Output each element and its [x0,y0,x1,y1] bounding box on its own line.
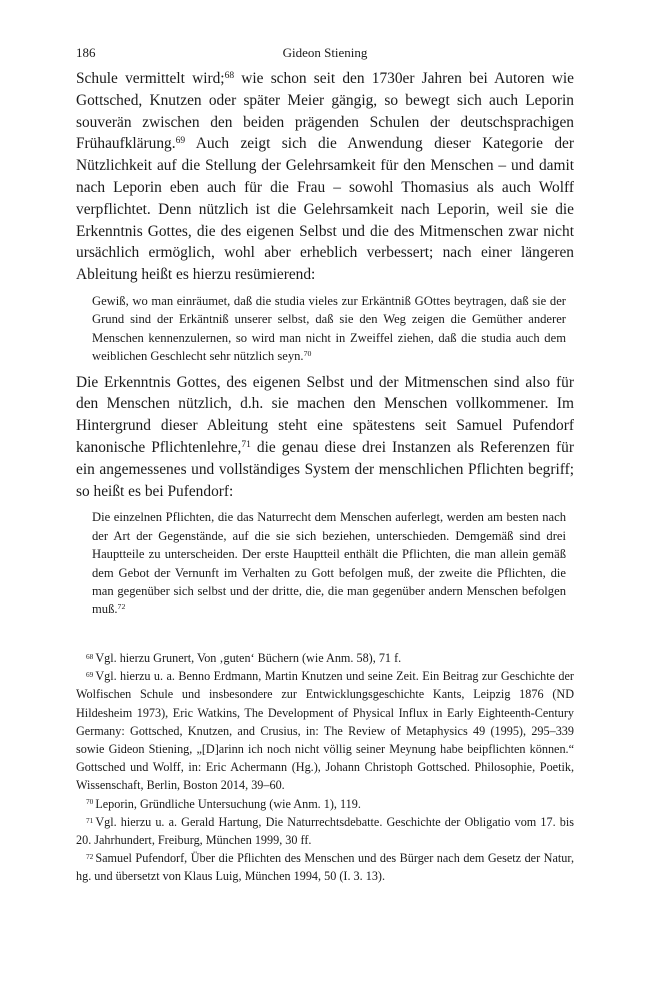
footnote-ref-72[interactable]: 72 [117,602,126,612]
footnote-ref-69[interactable]: 69 [175,135,186,147]
footnote-ref-68[interactable]: 68 [224,70,235,82]
footnote-68 [76,649,574,667]
footnote-number: 68 [86,651,94,661]
block-quote-2 [76,508,574,618]
footnote-72 [76,849,574,885]
footnote-text: Leporin, Gründliche Untersuchung (wie Anm. 1), 119. [95,796,361,811]
footnote-text: Vgl. hierzu Grunert, Von ‚guten‘ Büchern (wie Anm. 58), 71 f. [95,651,402,665]
block-quote-1-text: Gewiß, wo man einräumet, daß die studia vieles zur Erkäntniß GOttes beytragen, daß sie der Grund sind der Erkäntniß unserer selbst, daß sie den Weg zeigen die Gemüther anderer Menschen kennenzulernen, so wird man nicht in Zweiffel ziehen, daß die studia auch dem weiblichen Geschlecht sehr nützlich seyn. [92,293,566,364]
paragraph-2-part-b: die genau diese drei Instanzen als Referenzen für ein angemessenes und vollständiges System der menschlichen Pflichten begriff; so heißt es bei Pufendorf: [76,438,574,500]
footnote-text: Samuel Pufendorf, Über die Pflichten des Menschen und des Bürger nach dem Gesetz der Natur, hg. und übersetzt von Klaus Luig, München 1994, 50 (I. 3. 13). [76,851,574,884]
footnote-number: 72 [86,851,94,861]
paragraph-1-part-b: wie schon seit den 1730er Jahren bei Autoren wie Gottsched, Knutzen oder später Meier gängig, so bewegt sich auch Leporin souverän zwischen den beiden prägenden Schulen der deutschsprachigen Frühaufklärung. [76,70,574,153]
running-title: Gideon Stiening [282,45,368,60]
footnotes [76,649,574,886]
footnote-ref-71[interactable]: 71 [241,439,251,451]
paragraph-1-part-a: Schule vermittelt wird; [76,70,225,87]
footnote-71 [76,813,574,849]
paragraph-2 [76,372,574,503]
block-quote-1 [76,292,574,366]
footnote-text: Vgl. hierzu u. a. Benno Erdmann, Martin Knutzen und seine Zeit. Ein Beitrag zur Geschichte der Wolfischen Schule und insbesondere zur Entwicklungsgeschichte Kants, Leipzig 1876 (ND Hildesheim 1973), Eric Watkins, The Development of Physical Influx in Early Eighteenth-Century Germany: Gottsched, Knutzen, and Crusius, in: The Review of Metaphysics 49 (1995), 295–339 sowie Gideon Stiening, „[D]arinn ich noch nicht völlig seiner Meynung habe beipflichten können.“ Gottsched und Wolff, in: Eric Achermann (Hg.), Johann Christoph Gottsched. Philosophie, Poetik, Wissenschaft, Berlin, Boston 2014, 39–60. [76,669,574,793]
paragraph-2-part-a: Die Erkenntnis Gottes, des eigenen Selbst und der Mitmenschen sind also für den Menschen nützlich, d.h. sie machen den Menschen vollkommener. Im Hintergrund dieser Ableitung steht eine spätestens seit Samuel Pufendorf kanonische Pflichtenlehre, [76,373,574,456]
footnote-70 [76,795,574,813]
block-quote-2-text: Die einzelnen Pflichten, die das Naturrecht dem Menschen auferlegt, werden am besten nach der Art der Gegenstände, auf die sie sich beziehen, unterschieden. Demgemäß sind drei Hauptteile zu unterscheiden. Der erste Hauptteil enthält die Pflichten, die man allein gemäß dem Gebot der Vernunft im Verhalten zu Gott befolgen muß, der zweite die Pflichten, die man gegenüber sich selbst und der dritte, die, die man gegenüber andern Menschen befolgen muß. [92,510,566,617]
running-header [76,44,574,62]
footnote-number: 71 [86,815,94,825]
paragraph-1-part-c: Auch zeigt sich die Anwendung dieser Kategorie der Nützlichkeit auf die Stellung der Gelehrsamkeit für den Menschen – und damit nach Leporin eben auch für die Frau – sowohl Thomasius als auch Wolff verpflichtet. Denn nützlich ist die Gelehrsamkeit nach Leporin, weil sie die Erkenntnis Gottes, die des eigenen Selbst und die des Mitmenschen zwar nicht ursächlich ermöglich, wohl aber erheblich verbessert; nach einer längeren Ableitung heißt es hierzu resümierend: [76,135,574,284]
footnote-69 [76,667,574,794]
footnote-ref-70[interactable]: 70 [303,349,312,359]
main-text [76,68,574,619]
footnote-text: Vgl. hierzu u. a. Gerald Hartung, Die Naturrechtsdebatte. Geschichte der Obligatio vom 17. bis 20. Jahrhundert, Freiburg, München 1999, 30 ff. [76,814,574,848]
footnote-number: 70 [86,797,94,807]
paragraph-1 [76,68,574,286]
footnote-number: 69 [86,669,94,679]
page-number: 186 [76,45,96,60]
